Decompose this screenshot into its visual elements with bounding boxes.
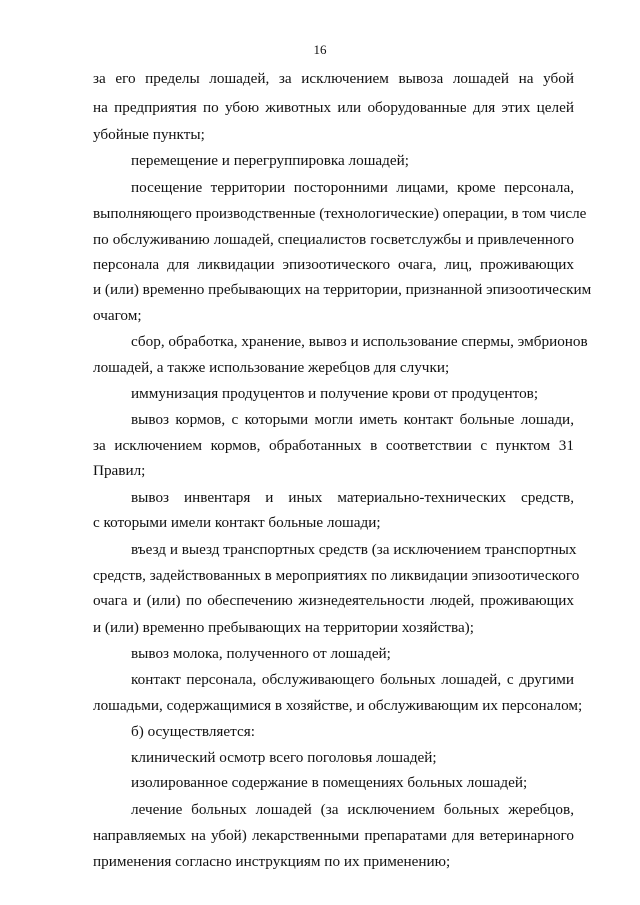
- text-line: изолированное содержание в помещениях больных лошадей;: [131, 774, 528, 791]
- text-line: Правил;: [93, 462, 146, 479]
- text-line: по обслуживанию лошадей, специалистов госветслужбы и привлеченного: [93, 231, 574, 248]
- page-number: 16: [313, 42, 327, 57]
- text-line: лошадей, а также использование жеребцов для случки;: [93, 359, 450, 376]
- text-line: и (или) временно пребывающих на территории хозяйства);: [93, 619, 474, 636]
- text-line: на предприятия по убою животных или оборудованные для этих целей: [93, 99, 574, 116]
- text-line: вывоз кормов, с которыми могли иметь контакт больные лошади,: [131, 411, 574, 428]
- text-line: перемещение и перегруппировка лошадей;: [131, 152, 409, 169]
- text-line: въезд и выезд транспортных средств (за исключением транспортных: [131, 541, 577, 558]
- text-line: лошадьми, содержащимися в хозяйстве, и обслуживающим их персоналом;: [93, 697, 583, 714]
- text-line: клинический осмотр всего поголовья лошадей;: [131, 749, 437, 766]
- text-line: вывоз молока, полученного от лошадей;: [131, 645, 391, 662]
- text-line: направляемых на убой) лекарственными препаратами для ветеринарного: [93, 827, 574, 844]
- text-line: лечение больных лошадей (за исключением больных жеребцов,: [131, 801, 574, 818]
- text-line: сбор, обработка, хранение, вывоз и использование спермы, эмбрионов: [131, 333, 588, 350]
- text-line: за исключением кормов, обработанных в соответствии с пунктом 31: [93, 437, 574, 454]
- text-line: за его пределы лошадей, за исключением вывоза лошадей на убой: [93, 70, 574, 87]
- text-line: б) осуществляется:: [131, 723, 255, 740]
- text-line: очага и (или) по обеспечению жизнедеятельности людей, проживающих: [93, 592, 574, 609]
- text-line: вывоз инвентаря и иных материально-технических средств,: [131, 489, 574, 506]
- text-line: персонала для ликвидации эпизоотического очага, лиц, проживающих: [93, 256, 574, 273]
- text-line: убойные пункты;: [93, 126, 205, 143]
- text-line: и (или) временно пребывающих на территории, признанной эпизоотическим: [93, 281, 592, 298]
- text-line: средств, задействованных в мероприятиях по ликвидации эпизоотического: [93, 567, 580, 584]
- text-line: выполняющего производственные (технологические) операции, в том числе: [93, 205, 587, 222]
- text-line: иммунизация продуцентов и получение крови от продуцентов;: [131, 385, 539, 402]
- text-line: контакт персонала, обслуживающего больных лошадей, с другими: [131, 671, 574, 688]
- text-line: с которыми имели контакт больные лошади;: [93, 514, 381, 531]
- text-line: очагом;: [93, 307, 142, 324]
- text-line: применения согласно инструкциям по их применению;: [93, 853, 451, 870]
- text-line: посещение территории посторонними лицами, кроме персонала,: [131, 179, 574, 196]
